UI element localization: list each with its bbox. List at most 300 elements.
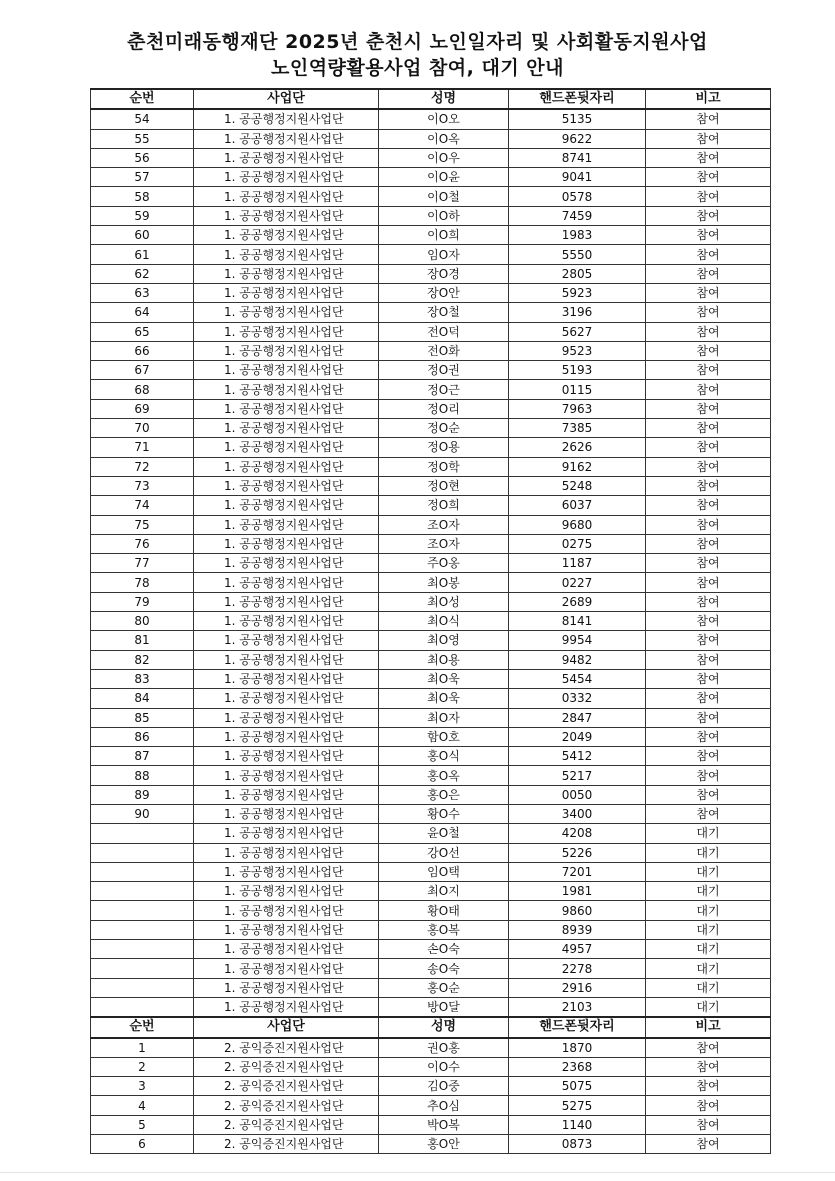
cell-note: 대기 <box>646 978 771 997</box>
cell-phone: 8741 <box>509 148 646 167</box>
cell-phone: 5550 <box>509 245 646 264</box>
cell-no: 69 <box>91 399 194 418</box>
cell-name: 황O수 <box>379 804 509 823</box>
cell-team: 1. 공공행정지원사업단 <box>194 187 379 206</box>
cell-note: 참여 <box>646 1077 771 1096</box>
cell-phone: 5226 <box>509 843 646 862</box>
cell-name: 임O자 <box>379 245 509 264</box>
table-row <box>91 592 771 611</box>
cell-phone: 2626 <box>509 438 646 457</box>
cell-no: 83 <box>91 669 194 688</box>
section-1-body <box>91 89 771 1017</box>
cell-no <box>91 997 194 1017</box>
cell-name: 이O옥 <box>379 129 509 148</box>
document-title-line-1: 춘천미래동행재단 2025년 춘천시 노인일자리 및 사회활동지원사업 <box>127 31 708 53</box>
cell-note: 참여 <box>646 515 771 534</box>
table-row <box>91 496 771 515</box>
cell-name: 홍O식 <box>379 747 509 766</box>
cell-phone: 5248 <box>509 476 646 495</box>
cell-team: 1. 공공행정지원사업단 <box>194 534 379 553</box>
cell-phone: 5135 <box>509 109 646 129</box>
cell-phone: 2689 <box>509 592 646 611</box>
cell-no: 3 <box>91 1077 194 1096</box>
cell-note: 참여 <box>646 206 771 225</box>
header-no: 순번 <box>91 1017 194 1037</box>
cell-note: 참여 <box>646 168 771 187</box>
cell-note: 대기 <box>646 959 771 978</box>
cell-team: 1. 공공행정지원사업단 <box>194 978 379 997</box>
cell-name: 이O우 <box>379 148 509 167</box>
cell-no: 84 <box>91 689 194 708</box>
cell-phone: 2103 <box>509 997 646 1017</box>
cell-team: 1. 공공행정지원사업단 <box>194 168 379 187</box>
cell-name: 최O자 <box>379 708 509 727</box>
cell-phone: 4957 <box>509 940 646 959</box>
cell-phone: 0873 <box>509 1135 646 1154</box>
cell-note: 참여 <box>646 631 771 650</box>
table-row <box>91 457 771 476</box>
cell-team: 1. 공공행정지원사업단 <box>194 573 379 592</box>
cell-note: 참여 <box>646 226 771 245</box>
cell-phone: 5627 <box>509 322 646 341</box>
cell-name: 최O영 <box>379 631 509 650</box>
cell-phone: 2278 <box>509 959 646 978</box>
table-row <box>91 785 771 804</box>
cell-name: 주O옹 <box>379 554 509 573</box>
cell-phone: 7201 <box>509 862 646 881</box>
cell-note: 대기 <box>646 843 771 862</box>
table-row <box>91 1135 771 1154</box>
cell-team: 1. 공공행정지원사업단 <box>194 843 379 862</box>
cell-no: 4 <box>91 1096 194 1115</box>
table-row <box>91 419 771 438</box>
cell-no: 89 <box>91 785 194 804</box>
table-row <box>91 476 771 495</box>
cell-name: 전O화 <box>379 341 509 360</box>
cell-name: 최O봉 <box>379 573 509 592</box>
cell-no: 55 <box>91 129 194 148</box>
cell-no: 87 <box>91 747 194 766</box>
cell-team: 1. 공공행정지원사업단 <box>194 438 379 457</box>
cell-phone: 2847 <box>509 708 646 727</box>
table-row <box>91 534 771 553</box>
cell-no: 57 <box>91 168 194 187</box>
cell-name: 손O숙 <box>379 940 509 959</box>
cell-team: 1. 공공행정지원사업단 <box>194 940 379 959</box>
cell-team: 1. 공공행정지원사업단 <box>194 476 379 495</box>
table-row <box>91 669 771 688</box>
cell-note: 참여 <box>646 1096 771 1115</box>
cell-team: 1. 공공행정지원사업단 <box>194 920 379 939</box>
cell-name: 장O경 <box>379 264 509 283</box>
cell-no: 85 <box>91 708 194 727</box>
table-row <box>91 1077 771 1096</box>
cell-no: 79 <box>91 592 194 611</box>
table-row <box>91 1057 771 1076</box>
header-phone: 핸드폰뒷자리 <box>509 1017 646 1037</box>
cell-phone: 7385 <box>509 419 646 438</box>
cell-team: 1. 공공행정지원사업단 <box>194 689 379 708</box>
cell-name: 정O근 <box>379 380 509 399</box>
cell-note: 참여 <box>646 534 771 553</box>
cell-phone: 1983 <box>509 226 646 245</box>
cell-name: 이O하 <box>379 206 509 225</box>
cell-name: 이O철 <box>379 187 509 206</box>
cell-phone: 9523 <box>509 341 646 360</box>
cell-team: 1. 공공행정지원사업단 <box>194 727 379 746</box>
table-row <box>91 283 771 302</box>
cell-phone: 2049 <box>509 727 646 746</box>
cell-note: 참여 <box>646 592 771 611</box>
cell-phone: 9860 <box>509 901 646 920</box>
table-row <box>91 264 771 283</box>
cell-no <box>91 824 194 843</box>
cell-no: 63 <box>91 283 194 302</box>
cell-team: 1. 공공행정지원사업단 <box>194 766 379 785</box>
cell-name: 최O성 <box>379 592 509 611</box>
table-row <box>91 708 771 727</box>
cell-note: 참여 <box>646 283 771 302</box>
cell-note: 참여 <box>646 496 771 515</box>
cell-no: 65 <box>91 322 194 341</box>
cell-no <box>91 901 194 920</box>
cell-name: 최O식 <box>379 612 509 631</box>
cell-phone: 5412 <box>509 747 646 766</box>
cell-note: 대기 <box>646 901 771 920</box>
cell-no <box>91 920 194 939</box>
cell-no: 59 <box>91 206 194 225</box>
cell-name: 장O안 <box>379 283 509 302</box>
cell-team: 2. 공익증진지원사업단 <box>194 1057 379 1076</box>
cell-team: 1. 공공행정지원사업단 <box>194 283 379 302</box>
table-row <box>91 843 771 862</box>
header-no: 순번 <box>91 89 194 109</box>
cell-team: 2. 공익증진지원사업단 <box>194 1096 379 1115</box>
cell-team: 1. 공공행정지원사업단 <box>194 882 379 901</box>
table-row <box>91 727 771 746</box>
cell-note: 참여 <box>646 438 771 457</box>
cell-team: 1. 공공행정지원사업단 <box>194 206 379 225</box>
cell-no: 86 <box>91 727 194 746</box>
cell-no <box>91 959 194 978</box>
cell-note: 대기 <box>646 862 771 881</box>
cell-team: 1. 공공행정지원사업단 <box>194 592 379 611</box>
cell-name: 홍O은 <box>379 785 509 804</box>
table-row <box>91 187 771 206</box>
cell-name: 조O자 <box>379 534 509 553</box>
cell-team: 2. 공익증진지원사업단 <box>194 1115 379 1134</box>
cell-no: 74 <box>91 496 194 515</box>
cell-phone: 9622 <box>509 129 646 148</box>
cell-team: 1. 공공행정지원사업단 <box>194 901 379 920</box>
cell-no: 67 <box>91 361 194 380</box>
cell-note: 참여 <box>646 612 771 631</box>
cell-name: 윤O철 <box>379 824 509 843</box>
cell-team: 1. 공공행정지원사업단 <box>194 631 379 650</box>
cell-note: 참여 <box>646 129 771 148</box>
cell-note: 참여 <box>646 650 771 669</box>
cell-no <box>91 940 194 959</box>
cell-no: 5 <box>91 1115 194 1134</box>
cell-note: 참여 <box>646 1038 771 1058</box>
cell-name: 이O희 <box>379 226 509 245</box>
cell-phone: 0275 <box>509 534 646 553</box>
cell-phone: 9680 <box>509 515 646 534</box>
cell-name: 권O홍 <box>379 1038 509 1058</box>
cell-phone: 5193 <box>509 361 646 380</box>
cell-no: 72 <box>91 457 194 476</box>
table-row <box>91 824 771 843</box>
cell-no: 81 <box>91 631 194 650</box>
cell-note: 대기 <box>646 940 771 959</box>
header-team: 사업단 <box>194 89 379 109</box>
cell-name: 최O욱 <box>379 669 509 688</box>
cell-name: 이O수 <box>379 1057 509 1076</box>
cell-team: 1. 공공행정지원사업단 <box>194 862 379 881</box>
cell-name: 정O리 <box>379 399 509 418</box>
cell-no: 68 <box>91 380 194 399</box>
cell-note: 참여 <box>646 785 771 804</box>
cell-name: 홍O옥 <box>379 766 509 785</box>
cell-no <box>91 843 194 862</box>
cell-team: 1. 공공행정지원사업단 <box>194 824 379 843</box>
cell-phone: 2368 <box>509 1057 646 1076</box>
cell-name: 이O오 <box>379 109 509 129</box>
participant-table <box>90 88 771 1154</box>
header-name: 성명 <box>379 89 509 109</box>
cell-phone: 3196 <box>509 303 646 322</box>
cell-name: 임O택 <box>379 862 509 881</box>
cell-phone: 2916 <box>509 978 646 997</box>
cell-name: 정O희 <box>379 496 509 515</box>
cell-team: 1. 공공행정지원사업단 <box>194 380 379 399</box>
cell-no: 75 <box>91 515 194 534</box>
table-row <box>91 206 771 225</box>
table-row <box>91 1096 771 1115</box>
table-row <box>91 997 771 1017</box>
table-row <box>91 1038 771 1058</box>
cell-note: 참여 <box>646 399 771 418</box>
cell-phone: 9954 <box>509 631 646 650</box>
cell-team: 1. 공공행정지원사업단 <box>194 959 379 978</box>
cell-note: 대기 <box>646 824 771 843</box>
cell-name: 전O덕 <box>379 322 509 341</box>
cell-name: 최O용 <box>379 650 509 669</box>
cell-note: 참여 <box>646 573 771 592</box>
cell-no: 71 <box>91 438 194 457</box>
table-row <box>91 1115 771 1134</box>
cell-team: 1. 공공행정지원사업단 <box>194 148 379 167</box>
cell-name: 홍O복 <box>379 920 509 939</box>
table-row <box>91 226 771 245</box>
cell-team: 2. 공익증진지원사업단 <box>194 1038 379 1058</box>
cell-name: 정O학 <box>379 457 509 476</box>
table-row <box>91 245 771 264</box>
cell-note: 대기 <box>646 882 771 901</box>
cell-phone: 5075 <box>509 1077 646 1096</box>
cell-phone: 5217 <box>509 766 646 785</box>
cell-phone: 7459 <box>509 206 646 225</box>
cell-note: 참여 <box>646 419 771 438</box>
cell-no: 80 <box>91 612 194 631</box>
table-row <box>91 940 771 959</box>
table-row <box>91 978 771 997</box>
table-row <box>91 920 771 939</box>
cell-note: 참여 <box>646 747 771 766</box>
cell-note: 참여 <box>646 476 771 495</box>
cell-team: 1. 공공행정지원사업단 <box>194 747 379 766</box>
cell-note: 참여 <box>646 148 771 167</box>
table-row <box>91 689 771 708</box>
cell-name: 정O권 <box>379 361 509 380</box>
cell-no: 56 <box>91 148 194 167</box>
cell-no: 64 <box>91 303 194 322</box>
cell-name: 김O중 <box>379 1077 509 1096</box>
table-row <box>91 399 771 418</box>
cell-team: 2. 공익증진지원사업단 <box>194 1135 379 1154</box>
cell-phone: 3400 <box>509 804 646 823</box>
cell-no: 90 <box>91 804 194 823</box>
cell-team: 1. 공공행정지원사업단 <box>194 804 379 823</box>
cell-no <box>91 882 194 901</box>
cell-phone: 5454 <box>509 669 646 688</box>
table-row <box>91 129 771 148</box>
cell-team: 1. 공공행정지원사업단 <box>194 109 379 129</box>
cell-no: 77 <box>91 554 194 573</box>
cell-team: 1. 공공행정지원사업단 <box>194 457 379 476</box>
cell-note: 참여 <box>646 303 771 322</box>
cell-no: 2 <box>91 1057 194 1076</box>
table-row <box>91 554 771 573</box>
cell-phone: 0115 <box>509 380 646 399</box>
cell-no: 54 <box>91 109 194 129</box>
cell-note: 참여 <box>646 341 771 360</box>
cell-phone: 9041 <box>509 168 646 187</box>
cell-name: 방O달 <box>379 997 509 1017</box>
cell-name: 추O심 <box>379 1096 509 1115</box>
cell-team: 1. 공공행정지원사업단 <box>194 245 379 264</box>
table-row <box>91 438 771 457</box>
cell-team: 1. 공공행정지원사업단 <box>194 322 379 341</box>
cell-note: 참여 <box>646 264 771 283</box>
cell-name: 강O선 <box>379 843 509 862</box>
cell-team: 1. 공공행정지원사업단 <box>194 650 379 669</box>
cell-note: 참여 <box>646 554 771 573</box>
cell-name: 홍O순 <box>379 978 509 997</box>
cell-note: 참여 <box>646 245 771 264</box>
cell-note: 참여 <box>646 1135 771 1154</box>
cell-team: 1. 공공행정지원사업단 <box>194 226 379 245</box>
cell-phone: 2805 <box>509 264 646 283</box>
table-row <box>91 804 771 823</box>
cell-team: 1. 공공행정지원사업단 <box>194 554 379 573</box>
cell-phone: 5923 <box>509 283 646 302</box>
table-row <box>91 631 771 650</box>
cell-no: 60 <box>91 226 194 245</box>
table-row <box>91 862 771 881</box>
cell-no: 76 <box>91 534 194 553</box>
cell-phone: 8141 <box>509 612 646 631</box>
cell-note: 참여 <box>646 1115 771 1134</box>
table-row <box>91 168 771 187</box>
header-phone: 핸드폰뒷자리 <box>509 89 646 109</box>
cell-phone: 1870 <box>509 1038 646 1058</box>
cell-note: 참여 <box>646 766 771 785</box>
cell-note: 참여 <box>646 187 771 206</box>
table-row <box>91 303 771 322</box>
table-row <box>91 882 771 901</box>
document-title-line-2: 노인역량활용사업 참여, 대기 안내 <box>270 57 565 79</box>
cell-team: 1. 공공행정지원사업단 <box>194 303 379 322</box>
cell-note: 참여 <box>646 669 771 688</box>
table-row <box>91 612 771 631</box>
cell-note: 참여 <box>646 322 771 341</box>
cell-phone: 8939 <box>509 920 646 939</box>
cell-no: 82 <box>91 650 194 669</box>
cell-team: 2. 공익증진지원사업단 <box>194 1077 379 1096</box>
table-row <box>91 361 771 380</box>
cell-team: 1. 공공행정지원사업단 <box>194 341 379 360</box>
cell-team: 1. 공공행정지원사업단 <box>194 496 379 515</box>
cell-note: 대기 <box>646 997 771 1017</box>
cell-name: 최O지 <box>379 882 509 901</box>
cell-phone: 0227 <box>509 573 646 592</box>
cell-team: 1. 공공행정지원사업단 <box>194 785 379 804</box>
cell-note: 참여 <box>646 380 771 399</box>
cell-team: 1. 공공행정지원사업단 <box>194 612 379 631</box>
table-row <box>91 573 771 592</box>
cell-team: 1. 공공행정지원사업단 <box>194 669 379 688</box>
table-row <box>91 322 771 341</box>
cell-note: 참여 <box>646 361 771 380</box>
cell-note: 참여 <box>646 689 771 708</box>
header-note: 비고 <box>646 1017 771 1037</box>
cell-phone: 6037 <box>509 496 646 515</box>
cell-no: 78 <box>91 573 194 592</box>
cell-no: 1 <box>91 1038 194 1058</box>
section-2-body <box>91 1017 771 1154</box>
cell-name: 이O윤 <box>379 168 509 187</box>
cell-phone: 0578 <box>509 187 646 206</box>
cell-phone: 4208 <box>509 824 646 843</box>
cell-name: 황O태 <box>379 901 509 920</box>
cell-team: 1. 공공행정지원사업단 <box>194 361 379 380</box>
cell-name: 조O자 <box>379 515 509 534</box>
cell-name: 박O복 <box>379 1115 509 1134</box>
cell-note: 참여 <box>646 109 771 129</box>
cell-team: 1. 공공행정지원사업단 <box>194 264 379 283</box>
cell-name: 함O호 <box>379 727 509 746</box>
cell-name: 장O철 <box>379 303 509 322</box>
header-name: 성명 <box>379 1017 509 1037</box>
cell-name: 정O현 <box>379 476 509 495</box>
cell-phone: 5275 <box>509 1096 646 1115</box>
cell-phone: 7963 <box>509 399 646 418</box>
page-bottom-divider <box>0 1172 835 1173</box>
cell-team: 1. 공공행정지원사업단 <box>194 129 379 148</box>
cell-no: 73 <box>91 476 194 495</box>
cell-no: 62 <box>91 264 194 283</box>
cell-name: 송O숙 <box>379 959 509 978</box>
cell-team: 1. 공공행정지원사업단 <box>194 515 379 534</box>
cell-note: 참여 <box>646 1057 771 1076</box>
cell-note: 참여 <box>646 708 771 727</box>
cell-no: 66 <box>91 341 194 360</box>
cell-note: 참여 <box>646 727 771 746</box>
cell-note: 대기 <box>646 920 771 939</box>
table-row <box>91 341 771 360</box>
table-row <box>91 650 771 669</box>
